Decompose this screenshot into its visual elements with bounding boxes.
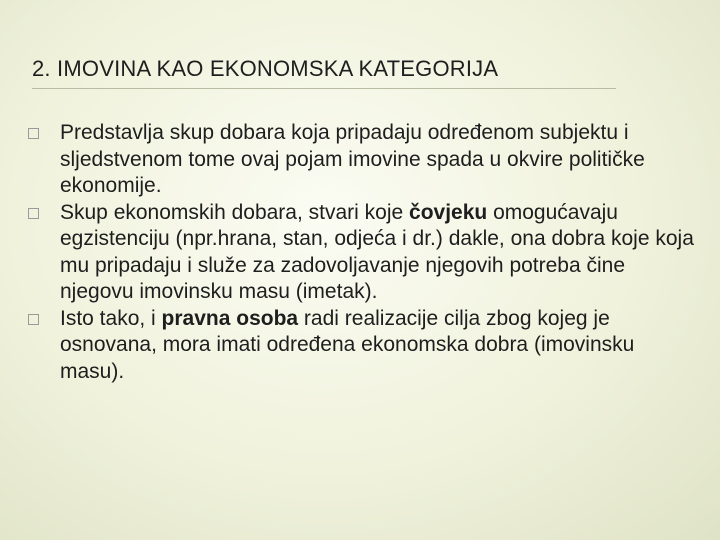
bullet-2-text-end: omogućavaju egzistenciju (npr.hrana, stan, odjeća i dr.) dakle, ona dobra koje koja mu pripadaju i služe za zadovoljavanje njegovih potreba čine njegovu imovinsku masu (imetak). xyxy=(60,200,694,303)
bullet-2-emphasis: čovjeku xyxy=(409,200,488,224)
bullet-3-emphasis: pravna osoba xyxy=(161,306,299,330)
checkbox-bullet-icon xyxy=(28,314,39,325)
bullet-list xyxy=(28,120,698,385)
bullet-item-1 xyxy=(28,120,698,200)
bullet-3-text-start: Isto tako, i xyxy=(60,306,162,330)
bullet-item-2 xyxy=(28,200,698,306)
bullet-2-text-start: Skup ekonomskih dobara, stvari koje xyxy=(60,200,410,224)
slide-title: 2. IMOVINA KAO EKONOMSKA KATEGORIJA xyxy=(32,56,499,81)
checkbox-bullet-icon xyxy=(28,208,39,219)
bullet-3-text-end: radi realizacije cilja zbog kojeg je osnovana, mora imati određena ekonomska dobra (imovinsku masu). xyxy=(60,306,635,383)
title-underline xyxy=(32,88,616,89)
bullet-item-3 xyxy=(28,306,698,386)
checkbox-bullet-icon xyxy=(28,128,39,139)
bullet-1-text: Predstavlja skup dobara koja pripadaju određenom subjektu i sljedstvenom tome ovaj pojam imovine spada u okvire političke ekonomije. xyxy=(60,121,645,197)
